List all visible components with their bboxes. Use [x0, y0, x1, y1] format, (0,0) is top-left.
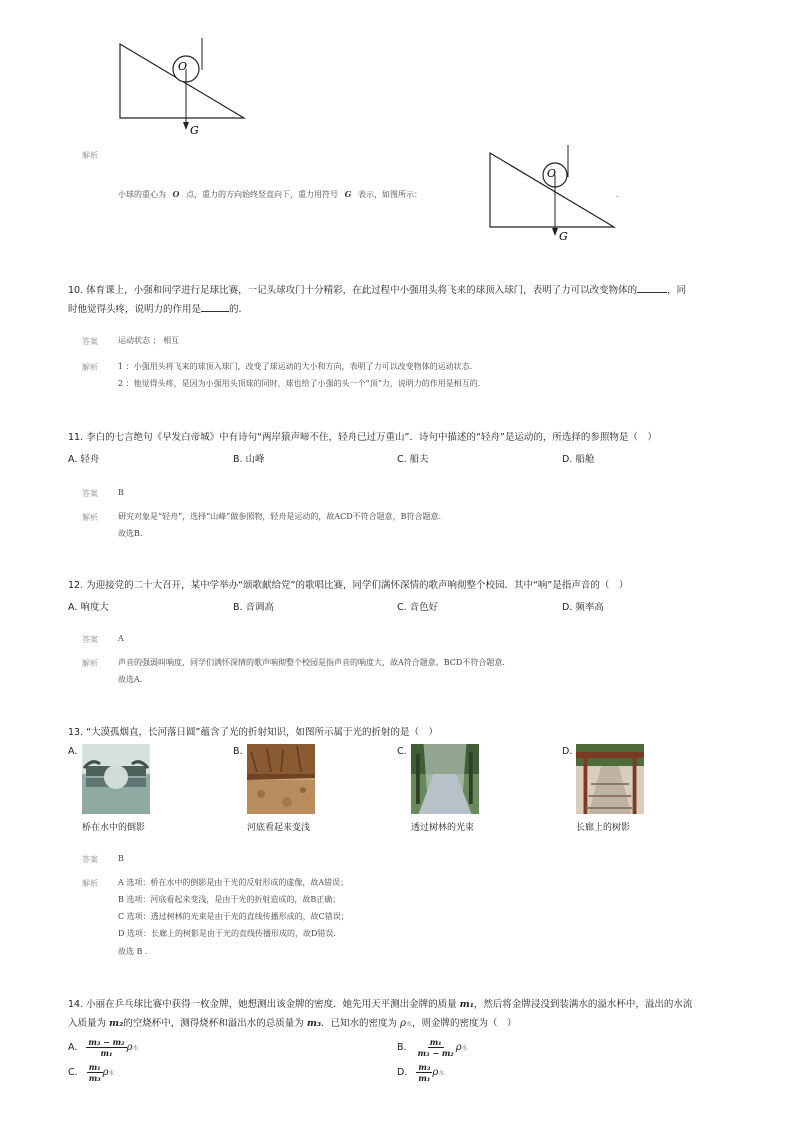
- riverbed-image: [247, 744, 315, 814]
- q10-analysis-2: 2 ：他觉得头疼，是因为小强用头顶球的同时，球也给了小强的头一个“顶”力，说明力的作用是相互的.: [118, 379, 481, 388]
- q13-analysis-a: A 选项：桥在水中的倒影是由于光的反射形成的虚像，故A错误；: [118, 878, 349, 887]
- analysis-label: 解析: [82, 513, 98, 522]
- corridor-shadow-image: [576, 744, 644, 814]
- q13-answer: B: [118, 854, 124, 863]
- q12-option-c[interactable]: C. 音色好: [397, 602, 439, 613]
- q12-option-b[interactable]: B. 音调高: [233, 602, 275, 613]
- analysis-label: 解析: [82, 151, 98, 160]
- caption-b: 河底看起来变浅: [247, 823, 311, 833]
- q13-letter-d[interactable]: D.: [562, 746, 573, 757]
- q10-stem: 10. 体育课上，小强和同学进行足球比赛，一记头球攻门十分精彩，在此过程中小强用头将飞来的球顶入球门，表明了力可以改变物体的 ，同 时他觉得头疼，说明力的作用是 的.: [68, 285, 687, 315]
- answer-label: 答案: [82, 489, 98, 498]
- center-label: O: [178, 60, 188, 73]
- q13-analysis-b: B 选项：河底看起来变浅，是由于光的折射造成的，故B正确；: [118, 895, 341, 904]
- q14-option-a[interactable]: A. $\frac{\text{m₃ − m₂}}{\text{m₁}}$ ρ水: [68, 1037, 139, 1058]
- q11-option-c[interactable]: C. 船夫: [397, 454, 429, 465]
- bridge-reflection-image: [82, 744, 150, 814]
- q14-option-b[interactable]: B. $\frac{\text{m₁}}{\text{m₃ − m₂}}$ ρ水: [397, 1037, 468, 1058]
- force-label: G: [559, 230, 568, 243]
- q13-analysis-c: C 选项：透过树林的光束是由于光的直线传播形成的，故C错误；: [118, 912, 349, 921]
- q12-analysis-1: 声音的强弱叫响度，同学们满怀深情的歌声响彻整个校园是指声音的响度大，故A符合题意，BCD不符合题意.: [118, 658, 505, 667]
- q12-answer: A: [118, 634, 124, 643]
- q13-letter-b[interactable]: B.: [233, 746, 243, 757]
- caption-d: 长廊上的树影: [576, 823, 631, 833]
- answer-label: 答案: [82, 855, 98, 864]
- q13-analysis-d: D 选项：长廊上的树影是由于光的直线传播形成的，故D错误．: [118, 929, 342, 938]
- incline-diagram-1: [100, 34, 260, 144]
- q14-stem: 14. 小丽在乒乓球比赛中获得一枚金牌，她想测出该金牌的密度．她先用天平测出金牌的质量 m₁，然后将金牌浸没到装满水的溢水杯中，溢出的水流 入质量为 m₂的空烧杯中，测得烧杯和溢出水的总质量为 m₃．已知水的密度为 ρ水，则金牌的密度为（ ）: [68, 999, 693, 1029]
- q11-analysis-1: 研究对象是“轻舟”，选择“山峰”做参照物，轻舟是运动的，故ACD不符合题意，B符合题意.: [118, 512, 442, 521]
- analysis-label: 解析: [82, 879, 98, 888]
- q12-option-d[interactable]: D. 频率高: [562, 602, 604, 613]
- answer-blank-2: [201, 311, 229, 312]
- q12-option-a[interactable]: A. 响度大: [68, 602, 109, 613]
- answer-label: 答案: [82, 635, 98, 644]
- q13-stem: 13. “大漠孤烟直，长河落日圆”蕴含了光的折射知识，如图所示属于光的折射的是（ ）: [68, 727, 438, 738]
- caption-a: 桥在水中的倒影: [82, 823, 146, 833]
- q14-option-d[interactable]: D. $\frac{\text{m₃}}{\text{m₁}}$ ρ水: [397, 1062, 445, 1083]
- q12-stem: 12. 为迎接党的二十大召开，某中学举办“颂歌献给党”的歌唱比赛，同学们满怀深情的歌声响彻整个校园．其中“响”是指声音的（ ）: [68, 580, 629, 591]
- q12-analysis-2: 故选A.: [118, 675, 143, 684]
- analysis-label: 解析: [82, 363, 98, 372]
- q11-option-d[interactable]: D. 船舱: [562, 454, 595, 465]
- q13-analysis-conclusion: 故选 B .: [118, 947, 148, 956]
- q13-letter-a[interactable]: A.: [68, 746, 78, 757]
- answer-label: 答案: [82, 337, 98, 346]
- gravity-arrow-head: [183, 122, 189, 130]
- q11-answer: B: [118, 488, 124, 497]
- answer-blank-1: [637, 292, 667, 293]
- q10-analysis-1: 1 ：小强用头将飞来的球顶入球门，改变了球运动的大小和方向，表明了力可以改变物体的运动状态.: [118, 362, 473, 371]
- q11-option-a[interactable]: A. 轻舟: [68, 454, 100, 465]
- caption-c: 透过树林的光束: [411, 823, 475, 833]
- q14-option-c[interactable]: C. $\frac{\text{m₁}}{\text{m₃}}$ ρ水: [68, 1062, 115, 1083]
- q11-stem: 11. 李白的七言绝句《早发白帝城》中有诗句“两岸猿声啼不住，轻舟已过万重山”．诗句中描述的“轻舟”是运动的，所选择的参照物是（ ）: [68, 432, 657, 443]
- q11-analysis-2: 故选B.: [118, 529, 143, 538]
- q9-analysis: 小球的重心为 O 点，重力的方向始终竖直向下，重力用符号 G 表示，如图所示：: [118, 189, 422, 199]
- forest-light-image: [411, 744, 479, 814]
- analysis-label: 解析: [82, 659, 98, 668]
- q13-letter-c[interactable]: C.: [397, 746, 407, 757]
- q10-answer: 运动状态 ； 相互: [118, 336, 180, 345]
- gravity-arrow-head: [552, 228, 558, 236]
- q9-analysis-end: .: [616, 190, 619, 199]
- force-label: G: [190, 124, 199, 137]
- q11-option-b[interactable]: B. 山峰: [233, 454, 265, 465]
- incline-diagram-2: [480, 143, 630, 243]
- center-label: O: [547, 167, 557, 180]
